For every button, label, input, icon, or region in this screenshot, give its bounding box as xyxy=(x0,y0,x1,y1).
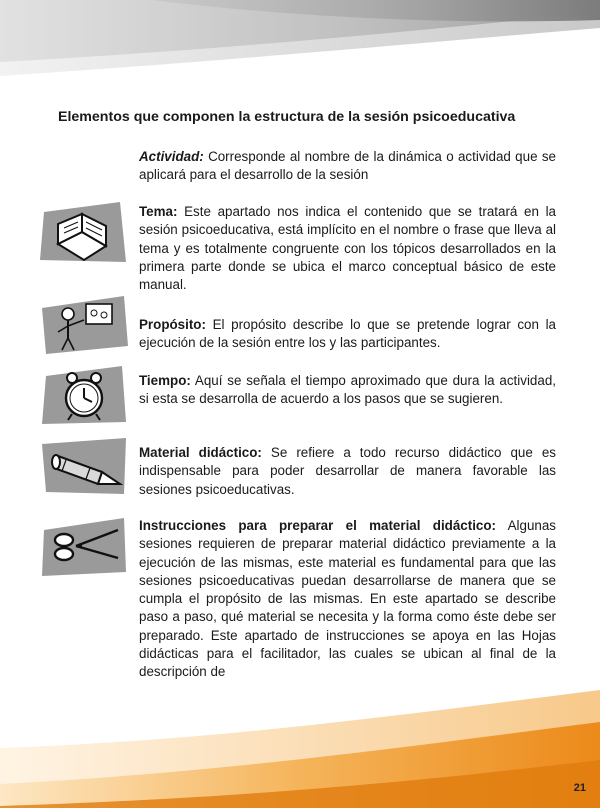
entry-tema xyxy=(139,203,556,294)
entry-text: Algunas sesiones requieren de preparar material didáctico previamente a la ejecución de las mismas, este material es fundamental para que las sesiones psicoeducativas puedan desarrollarse de manera que se cumpla el propósito de las mismas. En este apartado se describe paso a paso, qué material se necesita y la forma como éste debe ser preparado. Este apartado de instrucciones se apoya en las Hojas didácticas para el facilitador, las cuales se ubican al final de la descripción de xyxy=(139,518,556,680)
entry-term: Propósito: xyxy=(139,317,206,332)
figure-board-icon xyxy=(40,294,128,356)
entry-material xyxy=(139,444,556,499)
entry-proposito xyxy=(139,316,556,353)
entry-term: Tema: xyxy=(139,204,178,219)
entry-term: Actividad: xyxy=(139,149,204,164)
entry-term: Instrucciones para preparar el material didáctico: xyxy=(139,518,497,533)
page-number: 21 xyxy=(573,782,586,794)
entry-term: Tiempo: xyxy=(139,373,191,388)
entry-text: Aquí se señala el tiempo aproximado que dura la actividad, si esta se desarrolla de acuerdo a los pasos que se sugieren. xyxy=(139,373,556,407)
entry-text: El propósito describe lo que se pretende lograr con la ejecución de la sesión entre los y las participantes. xyxy=(139,317,556,351)
entry-actividad xyxy=(139,148,556,185)
entry-term: Material didáctico: xyxy=(139,445,262,460)
page-title: Elementos que componen la estructura de la sesión psicoeducativa xyxy=(58,109,516,125)
scissors-icon xyxy=(40,516,128,578)
crayon-icon xyxy=(40,436,128,498)
alarm-clock-icon xyxy=(40,364,128,426)
entry-text: Corresponde al nombre de la dinámica o actividad que se aplicará para el desarrollo de la sesión xyxy=(139,149,556,183)
entry-tiempo xyxy=(139,372,556,409)
entry-instrucciones xyxy=(139,517,556,682)
entry-text: Este apartado nos indica el contenido que se tratará en la sesión psicoeducativa, está implícito en el nombre o frase que lleva al tema y es totalmente congruente con los tópicos desarrollados en la primera parte donde se ubica el marco conceptual básico de este manual. xyxy=(139,204,556,293)
book-icon xyxy=(40,202,128,264)
entry-text: Se refiere a todo recurso didáctico que es indispensable para poder desarrollar de manera favorable las sesiones psicoeducativas. xyxy=(139,445,556,497)
